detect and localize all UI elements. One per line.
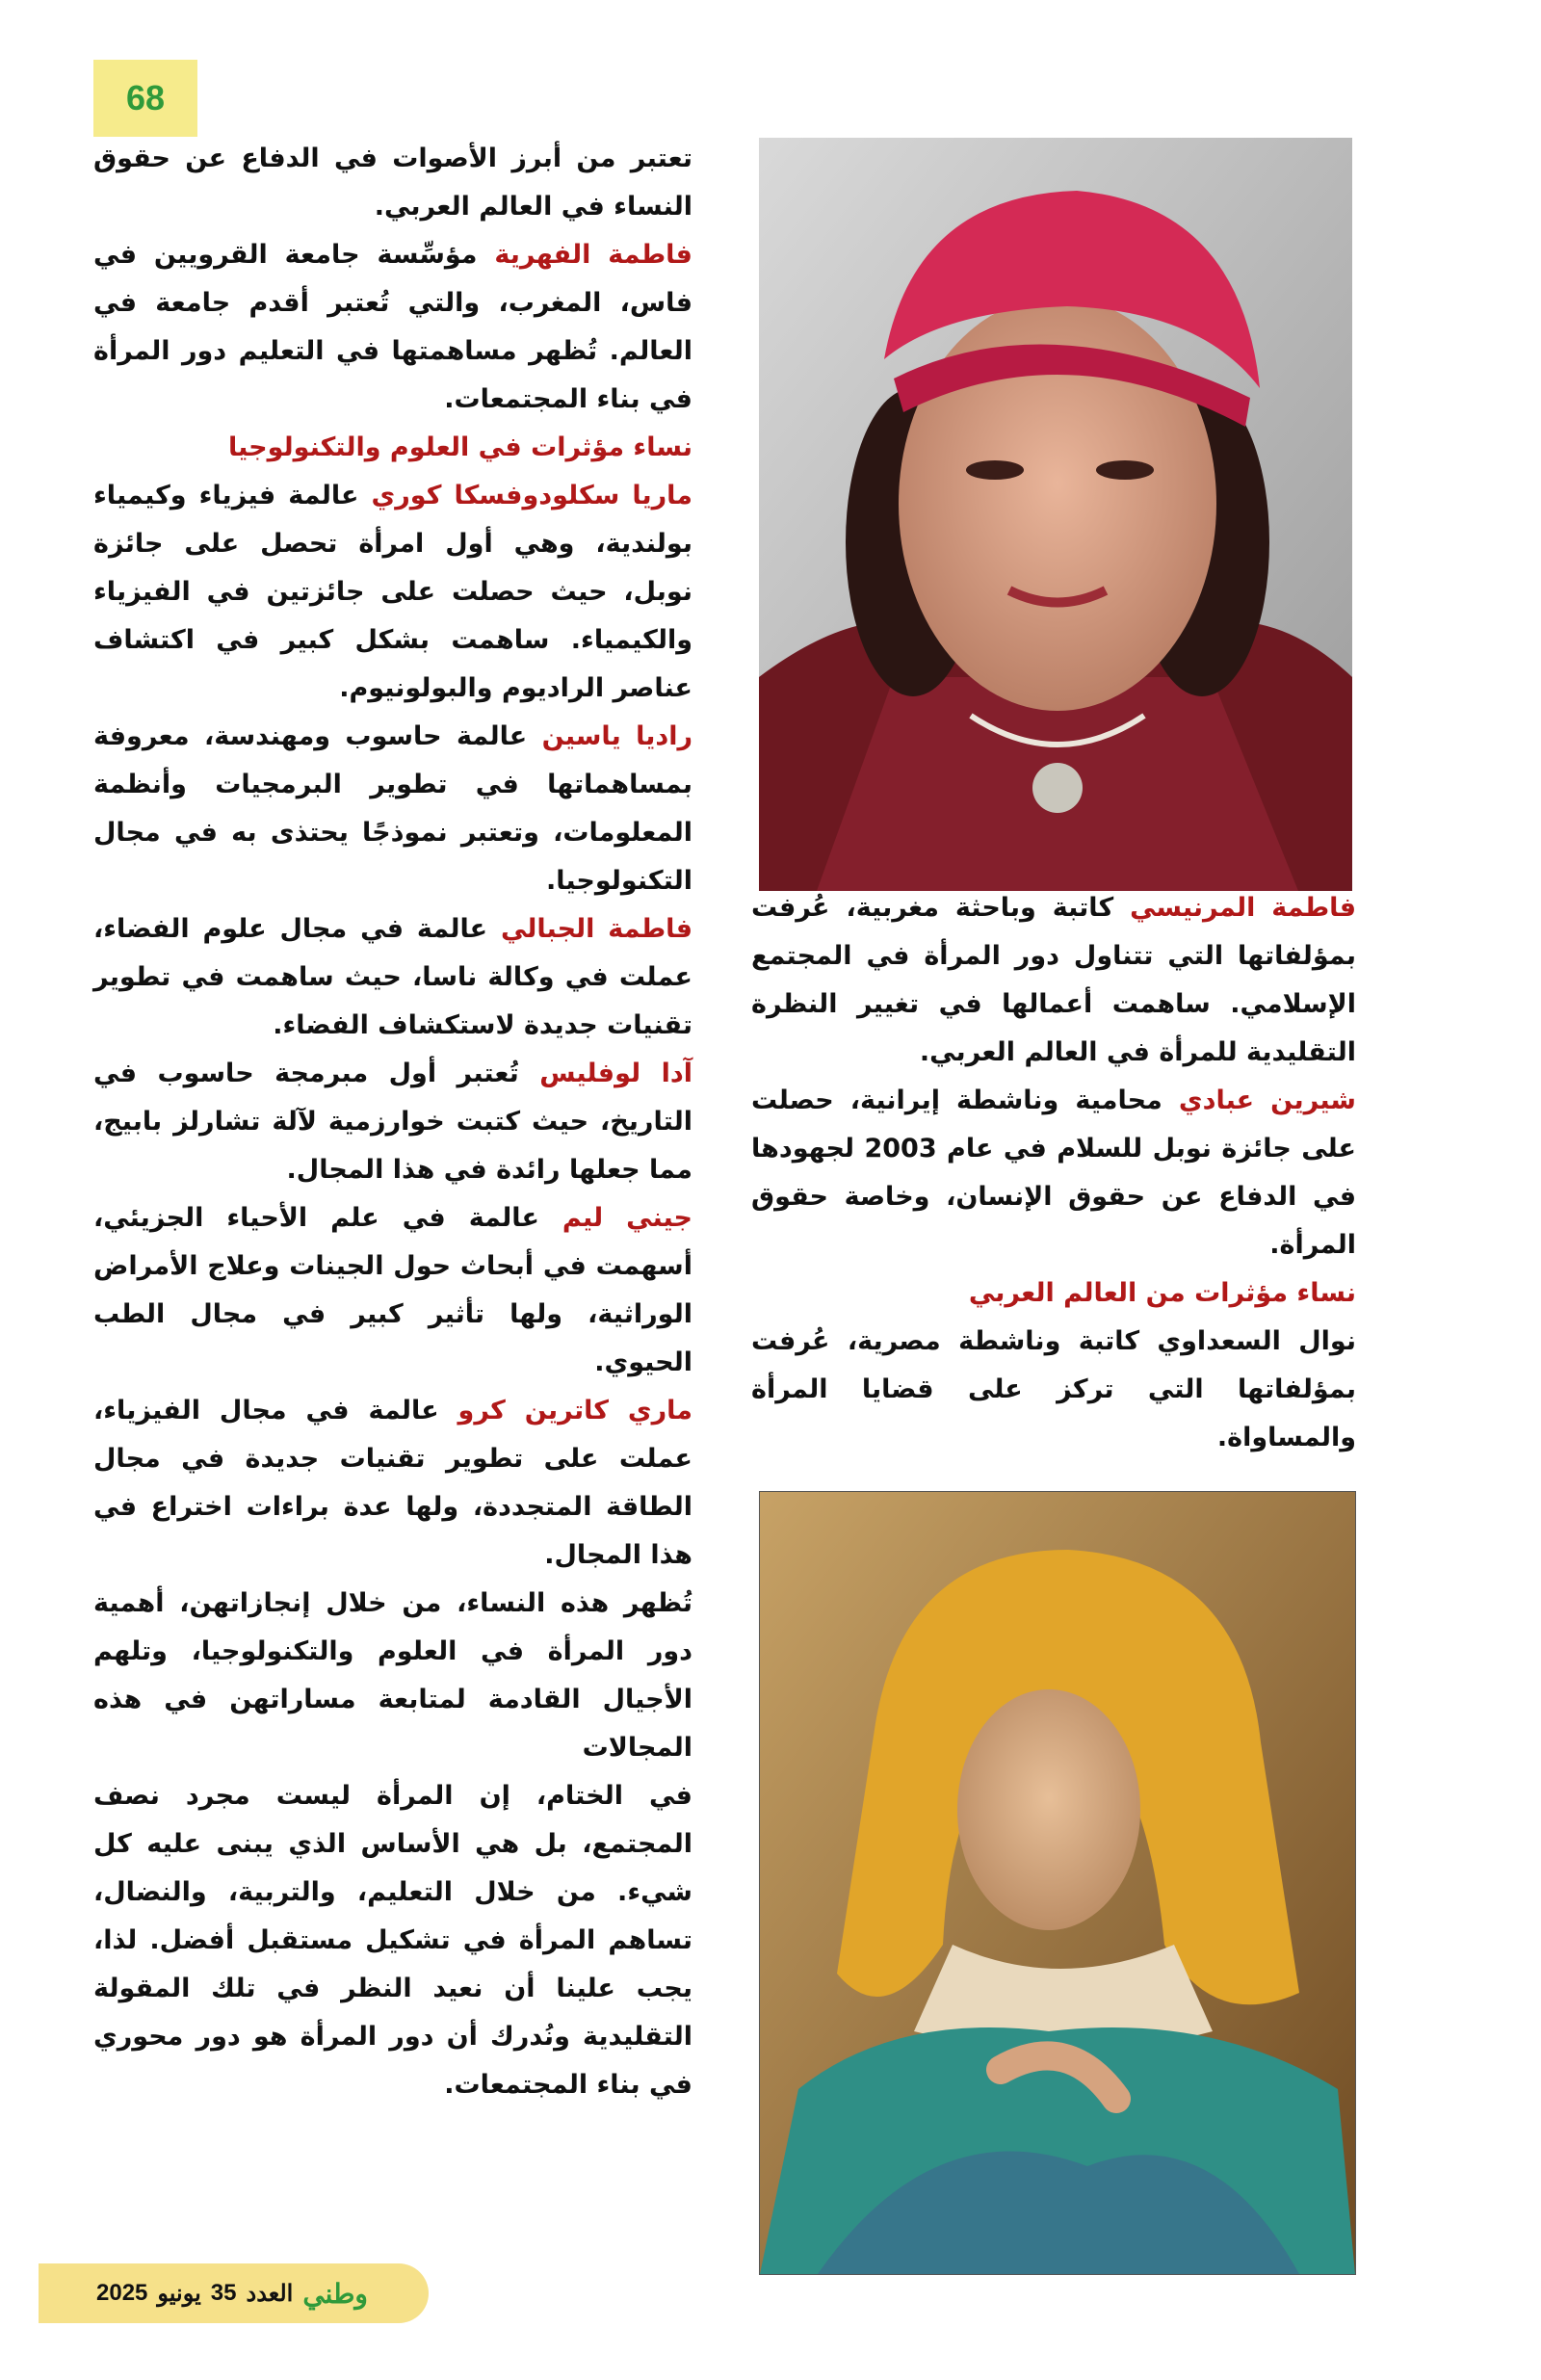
highlighted-name: فاطمة الفهرية xyxy=(494,240,692,270)
paragraph-text: عالمة في علم الأحياء الجزيئي، أسهمت في أبحاث حول الجينات وعلاج الأمراض الوراثية، ولها تأثير كبير في مجال الطب الحيوي. xyxy=(93,1203,692,1377)
paragraph xyxy=(93,713,692,905)
paragraph-text: تُظهر هذه النساء، من خلال إنجازاتهن، أهمية دور المرأة في العلوم والتكنولوجيا، وتلهم الأجيال القادمة لمتابعة مساراتهن في هذه المجالات xyxy=(93,1588,692,1763)
paragraph xyxy=(93,1387,692,1580)
highlighted-name: نساء مؤثرات من العالم العربي xyxy=(968,1278,1356,1308)
highlighted-name: راديا ياسين xyxy=(541,721,692,751)
highlighted-name: ماري كاترين كرو xyxy=(457,1396,692,1425)
magazine-brand: وطني xyxy=(302,2278,368,2309)
highlighted-name: شيرين عبادي xyxy=(1178,1085,1356,1115)
paragraph xyxy=(93,231,692,424)
paragraph-text: عالمة في مجال الفيزياء، عملت على تطوير تقنيات جديدة في مجال الطاقة المتجددة، ولها عدة براءات اختراع في هذا المجال. xyxy=(93,1396,692,1570)
paragraph-text: نوال السعداوي كاتبة وناشطة مصرية، عُرفت بمؤلفاتها التي تركز على قضايا المرأة والمساواة. xyxy=(751,1326,1356,1452)
issue-year: 2025 xyxy=(96,2280,148,2306)
left-article-column xyxy=(93,135,692,2109)
highlighted-name: فاطمة المرنيسي xyxy=(1130,893,1356,923)
issue-month: يونيو xyxy=(157,2280,201,2307)
paragraph-text: عالمة حاسوب ومهندسة، معروفة بمساهماتها في تطوير البرمجيات وأنظمة المعلومات، وتعتبر نموذجًا يحتذى به في مجال التكنولوجيا. xyxy=(93,721,692,896)
paragraph xyxy=(93,905,692,1050)
paragraph xyxy=(93,424,692,472)
paragraph-text: تُعتبر أول مبرمجة حاسوب في التاريخ، حيث كتبت خوارزمية لآلة تشارلز بابيج، مما جعلها رائدة في هذا المجال. xyxy=(93,1059,692,1185)
highlighted-name: نساء مؤثرات في العلوم والتكنولوجيا xyxy=(227,432,692,462)
paragraph-text: كاتبة وباحثة مغربية، عُرفت بمؤلفاتها التي تتناول دور المرأة في المجتمع الإسلامي. ساهمت أعمالها في تغيير النظرة التقليدية للمرأة في العالم العربي. xyxy=(751,893,1356,1067)
paragraph xyxy=(93,472,692,713)
paragraph xyxy=(751,884,1356,1077)
paragraph xyxy=(93,135,692,231)
paragraph xyxy=(93,1050,692,1194)
paragraph-text: محامية وناشطة إيرانية، حصلت على جائزة نوبل للسلام في عام 2003 لجهودها في الدفاع عن حقوق الإنسان، وخاصة حقوق المرأة. xyxy=(751,1085,1356,1260)
paragraph xyxy=(93,1580,692,1772)
paragraph-text: مؤسِّسة جامعة القرويين في فاس، المغرب، والتي تُعتبر أقدم جامعة في العالم. تُظهر مساهمتها في التعليم دور المرأة في بناء المجتمعات. xyxy=(93,240,692,414)
paragraph xyxy=(93,1194,692,1387)
highlighted-name: آدا لوفليس xyxy=(539,1059,692,1088)
portrait-photo-fatima-mernissi xyxy=(759,138,1352,891)
paragraph-text: عالمة فيزياء وكيمياء بولندية، وهي أول امرأة تحصل على جائزة نوبل، حيث حصلت على جائزتين في الفيزياء والكيمياء. ساهمت بشكل كبير في اكتشاف عناصر الراديوم والبولونيوم. xyxy=(93,481,692,703)
right-article-column xyxy=(751,884,1356,1462)
page-number: 68 xyxy=(93,60,197,137)
paragraph xyxy=(751,1318,1356,1462)
paragraph xyxy=(751,1269,1356,1318)
paragraph-text: تعتبر من أبرز الأصوات في الدفاع عن حقوق النساء في العالم العربي. xyxy=(93,144,692,222)
footer-issue-info xyxy=(96,2273,368,2314)
highlighted-name: فاطمة الجبالي xyxy=(500,914,693,944)
paragraph-text: في الختام، إن المرأة ليست مجرد نصف المجتمع، بل هي الأساس الذي يبنى عليه كل شيء. من خلال التعليم، والتربية، والنضال، تساهم المرأة في تشكيل مستقبل أفضل. لذا، يجب علينا أن نعيد النظر في تلك المقولة التقليدية ونُدرك أن دور المرأة هو دور محوري في بناء المجتمعات. xyxy=(93,1781,692,2100)
issue-label: العدد xyxy=(246,2280,294,2307)
painting-woman-headscarf xyxy=(759,1491,1356,2275)
issue-number: 35 xyxy=(210,2280,237,2306)
highlighted-name: جيني ليم xyxy=(562,1203,692,1233)
paragraph xyxy=(93,1772,692,2109)
paragraph-text: عالمة في مجال علوم الفضاء، عملت في وكالة ناسا، حيث ساهمت في تطوير تقنيات جديدة لاستكشاف الفضاء. xyxy=(93,914,692,1040)
paragraph xyxy=(751,1077,1356,1269)
highlighted-name: ماريا سكلودوفسكا كوري xyxy=(371,481,692,510)
